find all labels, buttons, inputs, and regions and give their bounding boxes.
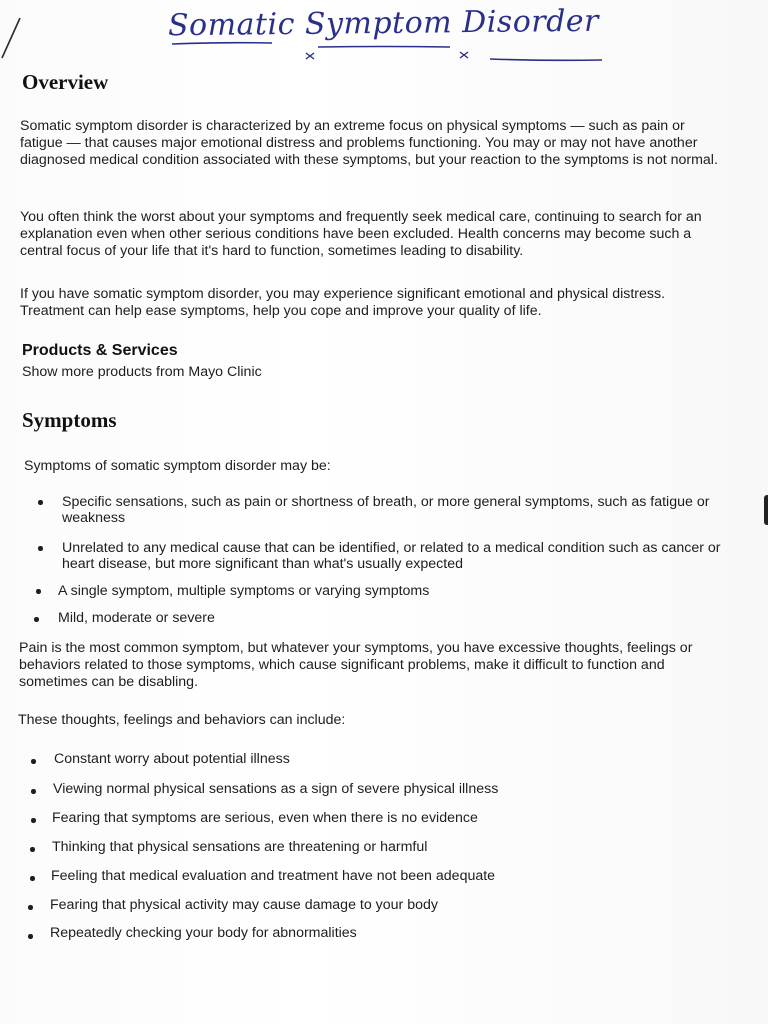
overview-paragraph-2: You often think the worst about your symptoms and frequently seek medical care, continuing to search for an explanation even when other serious conditions have been excluded. Health concerns may become such a central focus of your life that it's hard to function, sometimes leading to disability. xyxy=(20,209,702,259)
list-item-text: Unrelated to any medical cause that can be identified, or related to a medical condition such as cancer or heart disease, but more significant than what's usually expected xyxy=(62,540,721,572)
bullet-icon xyxy=(28,934,33,939)
list-item-text: Constant worry about potential illness xyxy=(54,751,290,767)
list-item-text: Fearing that physical activity may cause damage to your body xyxy=(50,897,438,913)
list-item-text: Feeling that medical evaluation and treatment have not been adequate xyxy=(51,868,496,884)
list-item-text: Repeatedly checking your body for abnormalities xyxy=(50,925,357,941)
underline-somatic xyxy=(172,43,272,44)
bullet-icon xyxy=(28,905,33,910)
page-edge-shadow xyxy=(764,495,768,525)
bullet-icon xyxy=(38,546,43,551)
pen-stroke-mark xyxy=(2,18,20,58)
thoughts-intro: These thoughts, feelings and behaviors can include: xyxy=(18,712,346,728)
bullet-icon xyxy=(31,818,36,823)
bullet-icon xyxy=(34,617,39,622)
list-item-text: A single symptom, multiple symptoms or varying symptoms xyxy=(58,583,430,599)
underline-disorder xyxy=(490,59,602,60)
overview-heading: Overview xyxy=(22,70,109,94)
overview-paragraph-3: If you have somatic symptom disorder, you may experience significant emotional and physical distress. Treatment can help ease symptoms, help you cope and improve your quality of life. xyxy=(20,286,666,319)
bullet-icon xyxy=(36,589,41,594)
list-item-text: Mild, moderate or severe xyxy=(58,610,215,626)
underline-symptom xyxy=(318,47,450,48)
cross-mark-2 xyxy=(460,52,468,58)
products-link[interactable]: Show more products from Mayo Clinic xyxy=(22,364,262,380)
cross-mark-1 xyxy=(306,53,314,59)
list-item-text: Fearing that symptoms are serious, even when there is no evidence xyxy=(52,810,478,826)
symptoms-intro: Symptoms of somatic symptom disorder may be: xyxy=(24,458,331,474)
bullet-icon xyxy=(31,759,36,764)
symptoms-heading: Symptoms xyxy=(22,408,117,432)
bullet-icon xyxy=(38,500,43,505)
list-item-text: Thinking that physical sensations are threatening or harmful xyxy=(52,839,428,855)
products-heading: Products & Services xyxy=(22,342,178,359)
list-item-text: Specific sensations, such as pain or shortness of breath, or more general symptoms, such as fatigue or weakness xyxy=(62,494,710,526)
bullet-icon xyxy=(30,847,35,852)
list-item-text: Viewing normal physical sensations as a sign of severe physical illness xyxy=(53,781,499,797)
bullet-icon xyxy=(30,876,35,881)
overview-paragraph-1: Somatic symptom disorder is characterized by an extreme focus on physical symptoms — such as pain or fatigue — that causes major emotional distress and problems functioning. You may or may not have another diagnosed medical condition associated with these symptoms, but your reaction to the symptoms is not normal. xyxy=(20,118,718,168)
bullet-icon xyxy=(31,789,36,794)
handwritten-title: Somatic Symptom Disorder xyxy=(167,3,600,44)
handwritten-underline-marks xyxy=(0,0,768,80)
symptoms-paragraph: Pain is the most common symptom, but whatever your symptoms, you have excessive thoughts, feelings or behaviors related to those symptoms, which cause significant problems, make it difficult to function and sometimes can be disabling. xyxy=(19,640,693,690)
